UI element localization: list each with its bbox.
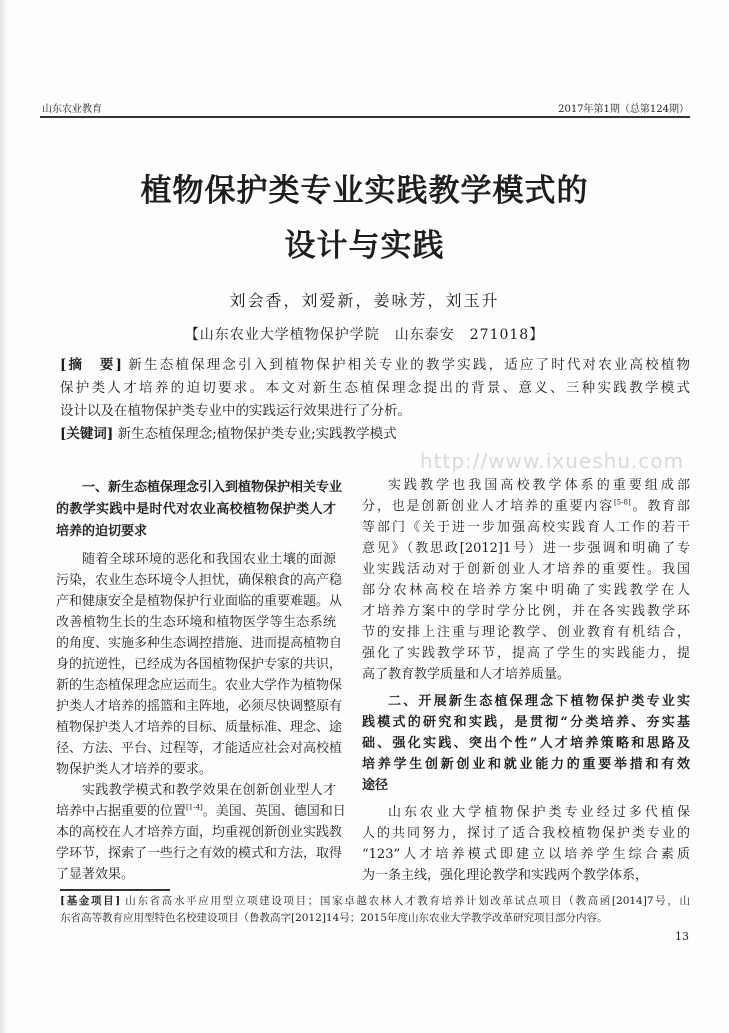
text-line: 改善植物生长的生态环境和植物医学等生态系统 bbox=[56, 615, 336, 630]
issue-info: 2017年第1期（总第124期） bbox=[558, 104, 689, 115]
paragraph bbox=[56, 549, 343, 780]
title-line-2: 设计与实践 bbox=[284, 228, 445, 264]
text-line: 高了教育教学质量和人才培养质量。 bbox=[362, 667, 571, 682]
affiliation: 【山东农业大学植物保护学院 山东泰安 271018】 bbox=[184, 327, 545, 343]
text-line: 业实践活动对于创新创业人才培养的重要性。我国 bbox=[362, 562, 690, 577]
title-line-1: 植物保护类专业实践教学模式的 bbox=[140, 173, 589, 209]
text-line: 二、开展新生态植保理念下植物保护类专业实 bbox=[388, 694, 690, 709]
footnote bbox=[60, 893, 690, 927]
text-line: 随着全球环境的恶化和我国农业土壤的面源 bbox=[82, 552, 336, 567]
text-line: 才培养方案中的学时学分比例，并在各实践教学环 bbox=[362, 604, 690, 619]
text-line: 。教育部 bbox=[630, 499, 690, 514]
abstract bbox=[60, 354, 690, 446]
text-line: 强化了实践教学环节，提高了学生的实践能力，提 bbox=[362, 646, 690, 661]
text-line: 意见》（教思政[2012]1号）进一步强调和明确了专 bbox=[362, 541, 690, 556]
text-line: 实践教学也我国高校教学体系的重要组成部 bbox=[388, 478, 690, 493]
text-line: 本的高校在人才培养方面，均重视创新创业实践教 bbox=[56, 825, 343, 840]
text-line: 人的共同努力，探讨了适合我校植物保护类专业的 bbox=[362, 826, 690, 841]
watermark: http://www.ixueshu.com bbox=[420, 449, 685, 473]
text-line: 产和健康安全是植物保护行业面临的重要难题。从 bbox=[56, 594, 343, 609]
abstract-label: [摘 要] bbox=[60, 357, 122, 373]
right-column bbox=[362, 475, 690, 886]
left-column bbox=[56, 477, 346, 885]
abstract-line: 设计以及在植物保护类专业中的实践运行效果进行了分析。 bbox=[60, 403, 411, 419]
text-line: 途径 bbox=[362, 778, 389, 793]
text-line: 节的安排上注重与理论教学、创业教育有机结合， bbox=[362, 625, 690, 640]
text-line: 物保护类人才培养的要求。 bbox=[56, 762, 213, 777]
abstract-line: 保护类人才培养的迫切要求。本文对新生态植保理念提出的背景、意义、三种实践教学模式 bbox=[60, 380, 690, 396]
text-line: 础、强化实践、突出个性”人才培养策略和思路及 bbox=[362, 736, 690, 751]
text-line: 径、方法、平台、过程等，才能适应社会对高校植 bbox=[56, 741, 343, 756]
text-line: 。美国、英国、德国和日 bbox=[202, 804, 346, 819]
footnote-line: 山东省高水平应用型立项建设项目；国家卓越农林人才教育培养计划改革试点项目（教高函[2014]7号，山 bbox=[125, 895, 691, 907]
text-line: 新的生态植保理念应运而生。农业大学作为植物保 bbox=[56, 678, 343, 693]
footnote-label: [基金项目] bbox=[60, 895, 121, 907]
section-2-heading bbox=[362, 691, 690, 796]
text-line: 身的抗逆性，已经成为各国植物保护专家的共识， bbox=[56, 657, 343, 672]
text-line: 一、新生态植保理念引入到植物保护相关专业 bbox=[82, 480, 343, 495]
text-line: 山东农业大学植物保护类专业经过多代植保 bbox=[388, 805, 690, 820]
text-line: 的教学实践中是时代对农业高校植物保护类人才 bbox=[56, 502, 336, 517]
footnote-line: 东省高等教育应用型特色名校建设项目（鲁教高字[2012]14号；2015年度山东农业大学教学改革研究项目部分内容。 bbox=[60, 912, 608, 924]
keywords: 新生态植保理念;植物保护类专业;实践教学模式 bbox=[117, 426, 397, 442]
text-line: 为一条主线，强化理论教学和实践两个教学体系， bbox=[362, 868, 649, 883]
text-line: 培养学生创新创业和就业能力的重要举措和有效 bbox=[362, 757, 690, 772]
text-line: 培养的迫切要求 bbox=[56, 524, 148, 539]
paragraph bbox=[362, 802, 690, 886]
text-line: 等部门《关于进一步加强高校实践育人工作的若干 bbox=[362, 520, 690, 535]
journal-name: 山东农业教育 bbox=[42, 104, 102, 115]
text-line: 植物保护类人才培养的目标、质量标准、理念、途 bbox=[56, 720, 343, 735]
page-number: 13 bbox=[675, 930, 689, 943]
footnote-rule bbox=[60, 889, 170, 891]
text-line: “123”人才培养模式即建立以培养学生综合素质 bbox=[362, 847, 690, 862]
section-1-heading bbox=[56, 477, 343, 543]
authors: 刘会香，刘爱新，姜咏芳，刘玉升 bbox=[229, 291, 500, 310]
text-line: 护类人才培养的摇篮和主阵地，必须尽快调整原有 bbox=[56, 699, 343, 714]
header-rule bbox=[40, 116, 690, 118]
text-line: 培养中占据重要的位置 bbox=[56, 804, 187, 819]
paragraph bbox=[56, 780, 346, 885]
paragraph bbox=[362, 475, 690, 685]
text-line: 践模式的研究和实践，是贯彻“分类培养、夯实基 bbox=[362, 715, 690, 730]
scan-edge-shadow bbox=[0, 0, 8, 1033]
keywords-label: [关键词] bbox=[60, 426, 114, 442]
text-line: 分，也是创新创业人才培养的重要内容 bbox=[362, 499, 614, 514]
text-line: 部分农林高校在培养方案中明确了实践教学在人 bbox=[362, 583, 690, 598]
citation-ref: [1-4] bbox=[186, 803, 203, 812]
text-line: 了显著效果。 bbox=[56, 867, 135, 882]
text-line: 污染，农业生态环境令人担忧，确保粮食的高产稳 bbox=[56, 573, 343, 588]
text-line: 实践教学模式和教学效果在创新创业型人才 bbox=[82, 783, 336, 798]
text-line: 的角度、实施多种生态调控措施、进而提高植物自 bbox=[56, 636, 343, 651]
citation-ref: [5-8] bbox=[613, 498, 631, 507]
abstract-line: 新生态植保理念引入到植物保护相关专业的教学实践，适应了时代对农业高校植物 bbox=[128, 357, 690, 373]
text-line: 学环节，探索了一些行之有效的模式和方法，取得 bbox=[56, 846, 343, 861]
